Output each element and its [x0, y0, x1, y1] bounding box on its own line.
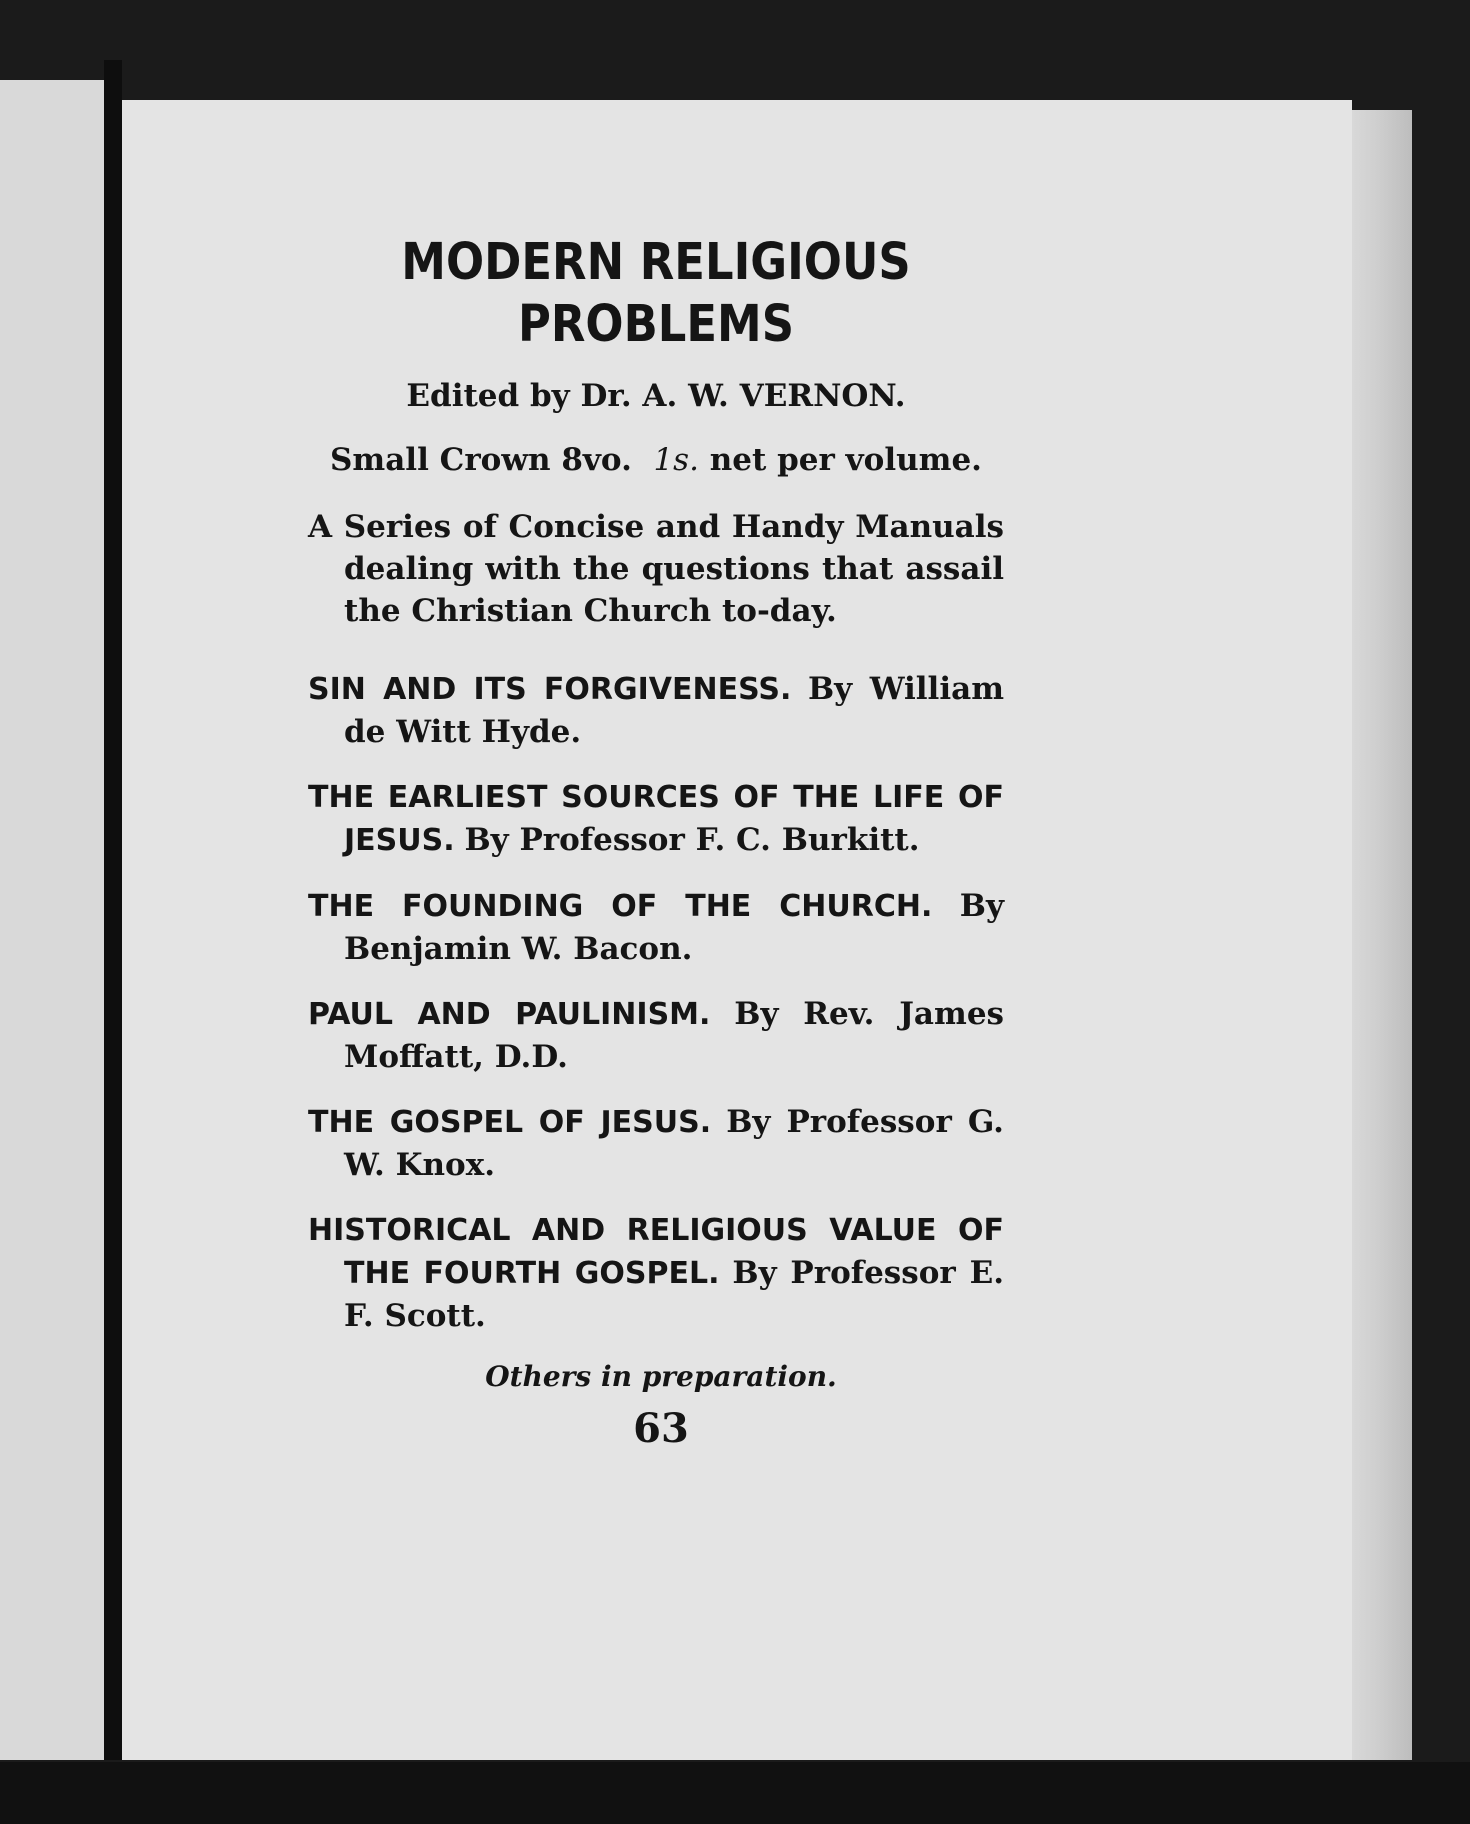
- volume-entry: [308, 885, 1004, 970]
- volume-title: THE GOSPEL OF JESUS.: [308, 1105, 712, 1140]
- format-line: [308, 442, 1004, 478]
- volume-entry: [308, 776, 1004, 862]
- volume-title: HISTORICAL AND RELIGIOUS VALUE OF THE FOURTH GOSPEL.: [308, 1213, 1004, 1291]
- volume-author: By Professor F. C. Burkitt.: [464, 822, 920, 858]
- volume-title: PAUL AND PAULINISM.: [308, 997, 711, 1032]
- series-title: [350, 232, 962, 356]
- preparation-note: Others in preparation.: [485, 1360, 837, 1393]
- format-size: Small Crown 8vo.: [330, 442, 632, 478]
- volume-author: By Professor E. F. Scott.: [344, 1255, 1004, 1334]
- format-price: 1s.: [653, 442, 699, 478]
- volume-title: SIN AND ITS FORGIVENESS.: [308, 672, 792, 707]
- volume-title: THE FOUNDING OF THE CHURCH.: [308, 889, 933, 924]
- volume-title: THE EARLIEST SOURCES OF THE LIFE OF JESUS.: [308, 780, 1004, 858]
- facing-page-edge: [0, 80, 104, 1760]
- page-edge-shadow: [1352, 110, 1412, 1760]
- volume-author: By William de Witt Hyde.: [344, 671, 1005, 750]
- volume-author: By Benjamin W. Bacon.: [344, 888, 1004, 967]
- series-description: A Series of Concise and Handy Manuals dealing with the questions that assail the Christian Church to-day.: [308, 509, 1004, 629]
- volume-entry: [308, 668, 1004, 753]
- series-title-line-1: MODERN RELIGIOUS: [401, 233, 911, 292]
- scan-bottom-border: [0, 1762, 1470, 1824]
- page-text: [308, 232, 1004, 1452]
- volume-list: [308, 668, 1004, 1337]
- page-number: 63: [633, 1405, 689, 1452]
- format-price-rest: net per volume.: [709, 442, 982, 478]
- book-gutter: [104, 60, 122, 1760]
- volume-entry: [308, 1101, 1004, 1186]
- volume-author: By Rev. James Moffatt, D.D.: [344, 996, 1004, 1075]
- volume-entry: [308, 1209, 1004, 1337]
- volume-entry: [308, 993, 1004, 1078]
- volume-author: By Professor G. W. Knox.: [344, 1104, 1004, 1183]
- series-title-line-2: PROBLEMS: [517, 295, 795, 354]
- editor-line: Edited by Dr. A. W. VERNON.: [406, 378, 906, 414]
